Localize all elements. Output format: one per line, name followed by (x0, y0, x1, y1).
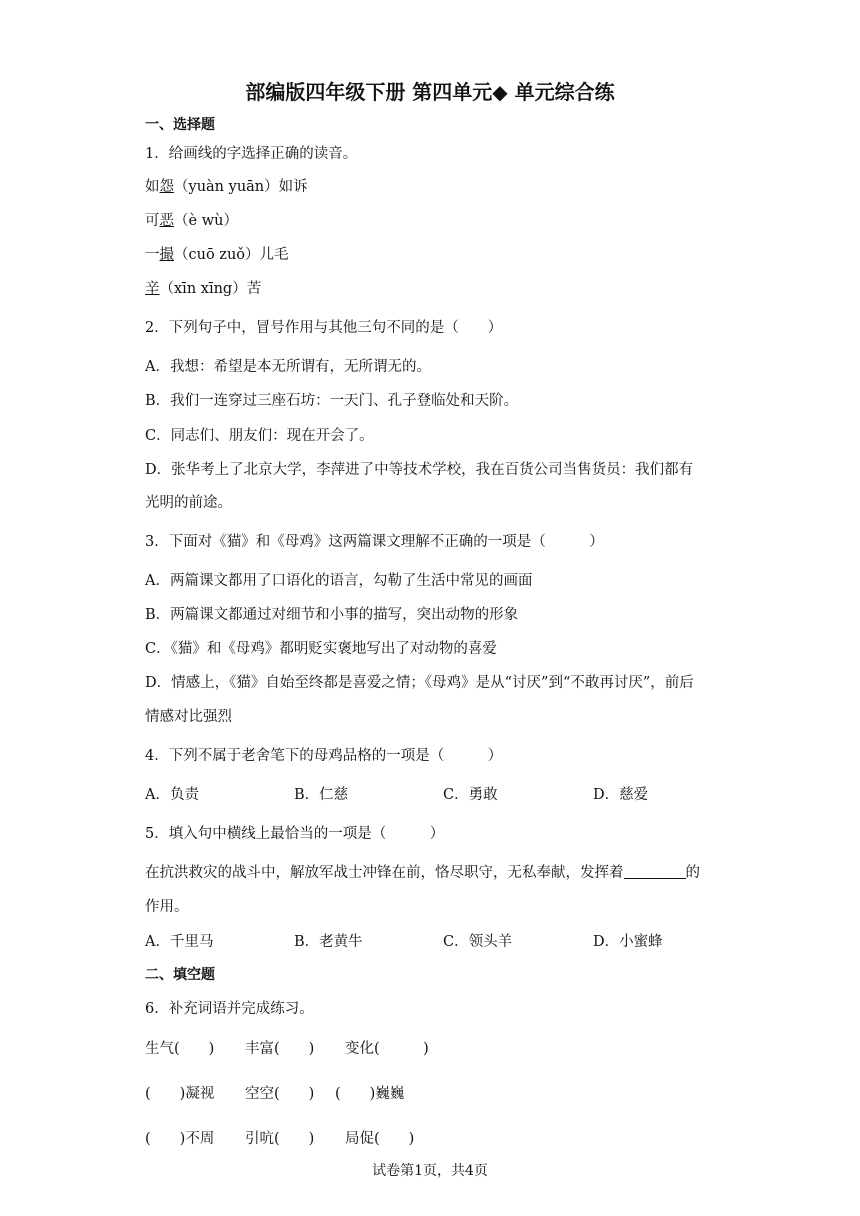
q1-item-pre: 如 (145, 179, 160, 195)
q1-item (145, 243, 289, 264)
q5-stem: 5．填入句中横线上最恰当的一项是（ ） (145, 826, 445, 842)
fill-blank (624, 864, 686, 879)
q6-word: 丰富( ) (245, 1041, 315, 1057)
q3-option-b: B．两篇课文都通过对细节和小事的描写，突出动物的形象 (145, 607, 519, 623)
q5-sentence (145, 861, 700, 882)
q1-item-post: （xīn xīng）苦 (159, 281, 262, 297)
q6-word: ( )巍巍 (335, 1086, 405, 1102)
q1-stem: 1．给画线的字选择正确的读音。 (145, 146, 358, 162)
q2-option-d: D．张华考上了北京大学，李萍进了中等技术学校，我在百货公司当售货员：我们都有 (145, 462, 694, 478)
q4-stem: 4．下列不属于老舍笔下的母鸡品格的一项是（ ） (145, 748, 503, 764)
q3-option-d-cont: 情感对比强烈 (145, 709, 232, 725)
q1-item-post: （è wù） (174, 213, 238, 229)
q6-word: ( )凝视 (145, 1086, 215, 1102)
q1-item-underlined: 恶 (159, 213, 174, 229)
q1-item (145, 209, 238, 230)
q6-word: 引吭( ) (245, 1131, 315, 1147)
q5-option-a: A．千里马 (145, 934, 214, 950)
q4-option-d: D．慈爱 (593, 787, 649, 803)
section-heading-fill: 二、填空题 (145, 967, 215, 983)
q2-option-b: B．我们一连穿过三座石坊：一天门、孔子登临处和天阶。 (145, 393, 519, 409)
page-title: 部编版四年级下册 第四单元◆ 单元综合练 (245, 80, 615, 104)
q4-option-b: B．仁慈 (294, 787, 349, 803)
section-heading-choice: 一、选择题 (145, 117, 215, 133)
q2-option-d-cont: 光明的前途。 (145, 495, 232, 511)
q3-option-a: A．两篇课文都用了口语化的语言，勾勒了生活中常见的画面 (145, 573, 533, 589)
q1-item (145, 175, 308, 196)
q6-word: 局促( ) (345, 1131, 415, 1147)
q2-option-c: C．同志们、朋友们：现在开会了。 (145, 428, 374, 444)
q3-option-d: D．情感上，《猫》自始至终都是喜爱之情；《母鸡》是从“讨厌”到“不敢再讨厌”，前后 (145, 675, 694, 691)
q5-option-b: B．老黄牛 (294, 934, 363, 950)
page-footer: 试卷第1页，共4页 (372, 1163, 488, 1179)
q1-item-underlined: 辛 (145, 281, 160, 297)
q6-word: 变化( ) (345, 1041, 429, 1057)
q5-option-d: D．小蜜蜂 (593, 934, 663, 950)
q5-sentence-text: 在抗洪救灾的战斗中，解放军战士冲锋在前，恪尽职守，无私奉献，发挥着 (145, 865, 624, 881)
q6-stem: 6．补充词语并完成练习。 (145, 1001, 314, 1017)
q2-option-a: A．我想：希望是本无所谓有，无所谓无的。 (145, 359, 431, 375)
q1-item-post: （cuō zuǒ）儿毛 (174, 247, 289, 263)
q3-option-c: C．《猫》和《母鸡》都明贬实褒地写出了对动物的喜爱 (145, 641, 497, 657)
q1-item-underlined: 怨 (159, 179, 174, 195)
q3-stem: 3．下面对《猫》和《母鸡》这两篇课文理解不正确的一项是（ ） (145, 534, 604, 550)
q1-item-pre: 一 (145, 247, 160, 263)
q5-option-c: C．领头羊 (443, 934, 513, 950)
q6-word: 生气( ) (145, 1041, 215, 1057)
q4-option-c: C．勇敢 (443, 787, 498, 803)
q5-sentence-cont: 作用。 (145, 899, 189, 915)
q5-sentence-text-end: 的 (685, 865, 700, 881)
q1-item (145, 277, 261, 298)
q6-word: ( )不周 (145, 1131, 215, 1147)
q1-item-underlined: 撮 (159, 247, 174, 263)
q1-item-pre: 可 (145, 213, 160, 229)
q2-stem: 2．下列句子中，冒号作用与其他三句不同的是（ ） (145, 320, 503, 336)
q4-option-a: A．负责 (145, 787, 199, 803)
q1-item-post: （yuàn yuān）如诉 (174, 179, 308, 195)
q6-word: 空空( ) (245, 1086, 315, 1102)
